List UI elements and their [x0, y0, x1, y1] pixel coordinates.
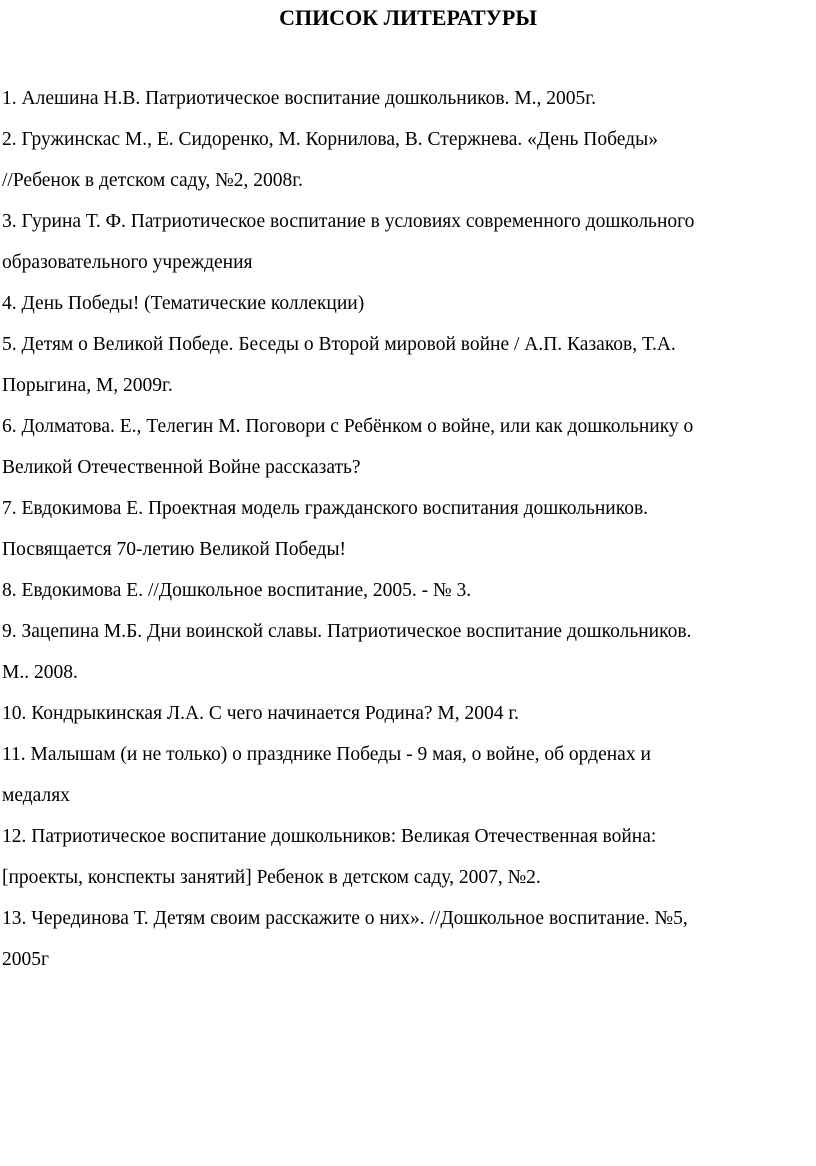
reference-line: Великой Отечественной Войне рассказать? — [2, 457, 361, 478]
reference-item — [2, 201, 814, 283]
reference-item — [2, 406, 814, 488]
reference-item — [2, 816, 814, 898]
document-title: СПИСОК ЛИТЕРАТУРЫ — [279, 5, 537, 30]
reference-line: 6. Долматова. Е., Телегин М. Поговори с Ребёнком о войне, или как дошкольнику о — [2, 416, 694, 437]
reference-line: 1. Алешина Н.В. Патриотическое воспитание дошкольников. М., 2005г. — [2, 88, 596, 109]
reference-line: 2005г — [2, 949, 49, 970]
reference-item — [2, 283, 814, 324]
reference-item — [2, 119, 814, 201]
reference-item — [2, 488, 814, 570]
reference-line: Посвящается 70-летию Великой Победы! — [2, 539, 347, 560]
reference-item — [2, 734, 814, 816]
reference-line: образовательного учреждения — [2, 252, 253, 273]
reference-item — [2, 693, 814, 734]
reference-line: 12. Патриотическое воспитание дошкольников: Великая Отечественная война: — [2, 826, 657, 847]
reference-line: 7. Евдокимова Е. Проектная модель гражданского воспитания дошкольников. — [2, 498, 649, 519]
reference-line: Порыгина, М, 2009г. — [2, 375, 173, 396]
reference-line: 9. Зацепина М.Б. Дни воинской славы. Патриотическое воспитание дошкольников. — [2, 621, 692, 642]
reference-line: 11. Малышам (и не только) о празднике Победы - 9 мая, о войне, об орденах и — [2, 744, 651, 765]
reference-item — [2, 570, 814, 611]
reference-line: 5. Детям о Великой Победе. Беседы о Второй мировой войне / А.П. Казаков, Т.А. — [2, 334, 676, 355]
reference-line: //Ребенок в детском саду, №2, 2008г. — [2, 170, 303, 191]
reference-line: М.. 2008. — [2, 662, 78, 683]
reference-line: 3. Гурина Т. Ф. Патриотическое воспитание в условиях современного дошкольного — [2, 211, 695, 232]
reference-item — [2, 611, 814, 693]
reference-list — [2, 78, 814, 980]
reference-line: медалях — [2, 785, 70, 806]
reference-line: 10. Кондрыкинская Л.А. С чего начинается Родина? М, 2004 г. — [2, 703, 520, 724]
reference-line: [проекты, конспекты занятий] Ребенок в детском саду, 2007, №2. — [2, 867, 541, 888]
reference-item — [2, 898, 814, 980]
reference-item — [2, 78, 814, 119]
reference-line: 13. Черединова Т. Детям своим расскажите о них». //Дошкольное воспитание. №5, — [2, 908, 688, 929]
reference-line: 8. Евдокимова Е. //Дошкольное воспитание, 2005. - № 3. — [2, 580, 472, 601]
reference-line: 2. Гружинскас М., Е. Сидоренко, М. Корнилова, В. Стержнева. «День Победы» — [2, 129, 658, 150]
reference-line: 4. День Победы! (Тематические коллекции) — [2, 293, 365, 314]
reference-item — [2, 324, 814, 406]
